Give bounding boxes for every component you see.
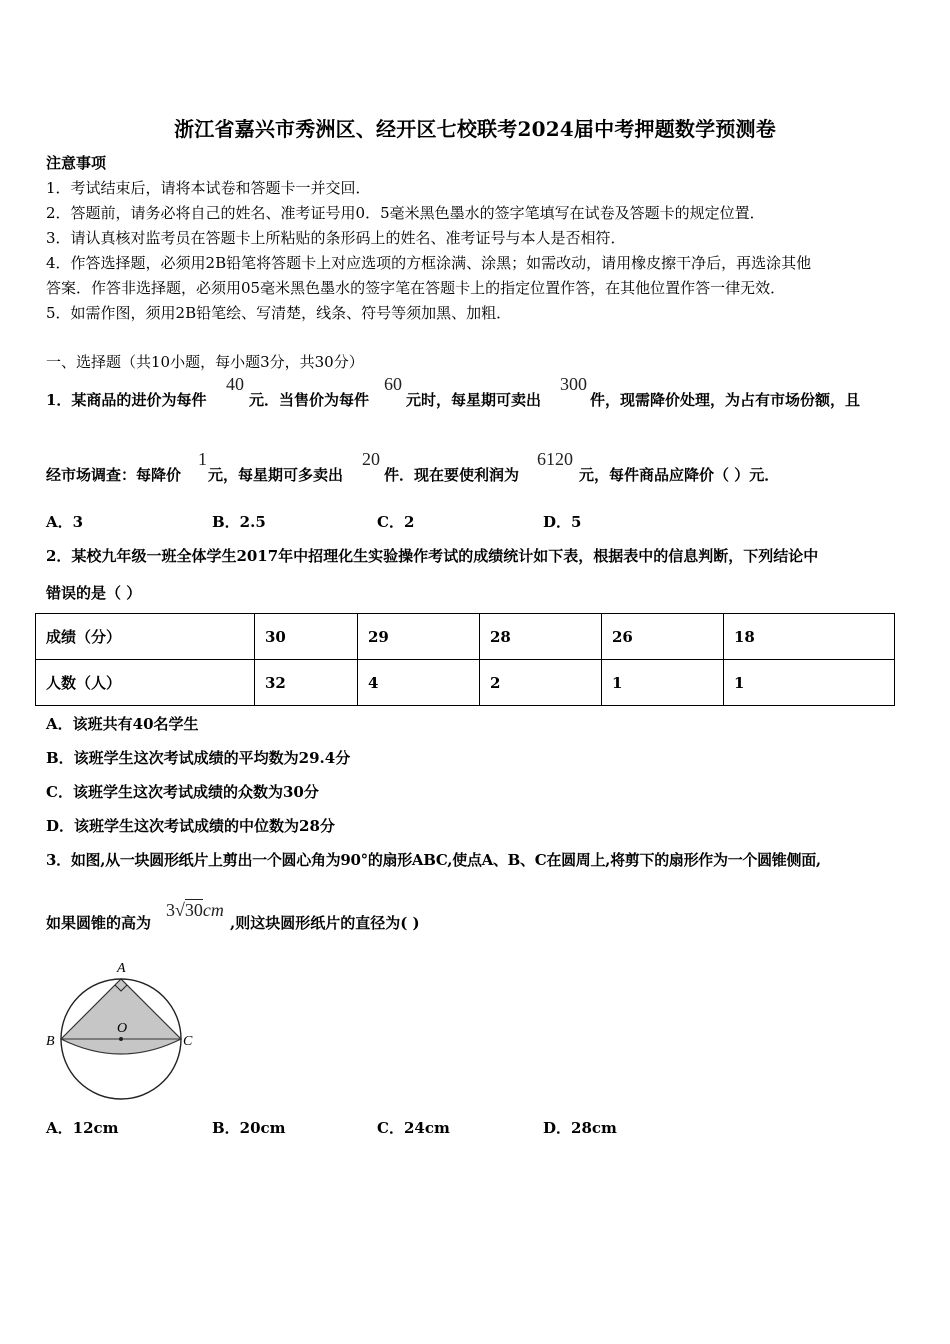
note-item: 3．请认真核对监考员在答题卡上所粘贴的条形码上的姓名、准考证号与本人是否相符． [46,229,626,247]
q3-option-b: B．20cm [212,1119,286,1137]
q3-text-2a: 如果圆锥的高为 [46,914,152,932]
notes-heading: 注意事项 [46,154,107,172]
table-cell: 26 [602,614,724,660]
center-point [119,1037,123,1041]
q2-option-a: A．该班共有40名学生 [46,715,199,733]
q3-coef: 3 [166,900,175,920]
table-cell: 成绩（分） [36,614,255,660]
table-cell: 32 [255,660,358,706]
note-item: 2．答题前，请务必将自己的姓名、准考证号用0．5毫米黑色墨水的签字笔填写在试卷及答题卡的规定位置． [46,204,765,222]
table-cell: 1 [602,660,724,706]
q2-text-1: 2．某校九年级一班全体学生2017年中招理化生实验操作考试的成绩统计如下表，根据表中的信息判断，下列结论中 [46,547,819,565]
q3-height-expression [166,900,224,921]
q1-value-1: 1 [198,449,207,469]
q1-option-c: C．2 [377,513,415,531]
q3-radicand: 30 [184,900,203,920]
label-c: C [183,1034,193,1049]
q3-option-c: C．24cm [377,1119,450,1137]
q1-text-2d: 元，每件商品应降价（ ）元． [579,466,780,484]
note-item: 1．考试结束后，请将本试卷和答题卡一并交回． [46,179,371,197]
note-item: 4．作答选择题，必须用2B铅笔将答题卡上对应选项的方框涂满、涂黑；如需改动，请用橡皮擦干净后，再选涂其他 [46,254,812,272]
q1-value-60: 60 [384,374,402,394]
q3-option-a: A．12cm [46,1119,119,1137]
q1-text-1d: 件，现需降价处理，为占有市场份额，且 [590,391,861,409]
q3-text-2b: ,则这块圆形纸片的直径为( ) [230,914,420,932]
q2-option-c: C．该班学生这次考试成绩的众数为30分 [46,783,319,801]
label-b: B [46,1034,55,1049]
q3-text-1: 3．如图,从一块圆形纸片上剪出一个圆心角为90°的扇形ABC,使点A、B、C在圆周上,将剪下的扇形作为一个圆锥侧面, [46,851,821,869]
q2-option-d: D．该班学生这次考试成绩的中位数为28分 [46,817,335,835]
q1-value-40: 40 [226,374,244,394]
q2-text-2: 错误的是（ ） [46,584,142,602]
q3-unit: cm [202,900,224,920]
q1-text-1b: 元．当售价为每件 [249,391,370,409]
table-cell: 28 [480,614,602,660]
score-table [35,613,895,706]
q1-text-2a: 经市场调查：每降价 [46,466,182,484]
q1-text-1a: 1．某商品的进价为每件 [46,391,207,409]
note-item: 答案．作答非选择题，必须用05毫米黑色墨水的签字笔在答题卡上的指定位置作答，在其他位置作答一律无效． [46,279,786,297]
q1-text-2c: 件．现在要使利润为 [384,466,520,484]
table-cell: 2 [480,660,602,706]
table-cell: 1 [724,660,895,706]
q1-text-2b: 元，每星期可多卖出 [208,466,344,484]
label-o: O [117,1021,128,1036]
q1-option-d: D．5 [543,513,582,531]
table-cell: 4 [358,660,480,706]
section-heading: 一、选择题（共10小题，每小题3分，共30分） [46,353,364,371]
sector-shape [61,979,181,1054]
q1-text-1c: 元时，每星期可卖出 [406,391,542,409]
table-row [36,614,895,660]
table-row [36,660,895,706]
q1-value-20: 20 [362,449,380,469]
q1-option-a: A．3 [46,513,84,531]
q1-value-300: 300 [560,374,587,394]
note-item: 5．如需作图，须用2B铅笔绘、写清楚，线条、符号等须加黑、加粗． [46,304,512,322]
q1-option-b: B．2.5 [212,513,266,531]
sqrt-icon: √ [175,900,185,920]
table-cell: 人数（人） [36,660,255,706]
table-cell: 29 [358,614,480,660]
label-a: A [117,961,126,976]
table-cell: 30 [255,614,358,660]
page-title: 浙江省嘉兴市秀洲区、经开区七校联考2024届中考押题数学预测卷 [174,117,776,141]
q1-value-6120: 6120 [537,449,573,469]
q3-option-d: D．28cm [543,1119,617,1137]
table-cell: 18 [724,614,895,660]
sector-circle-figure [40,955,210,1105]
q2-option-b: B．该班学生这次考试成绩的平均数为29.4分 [46,749,351,767]
